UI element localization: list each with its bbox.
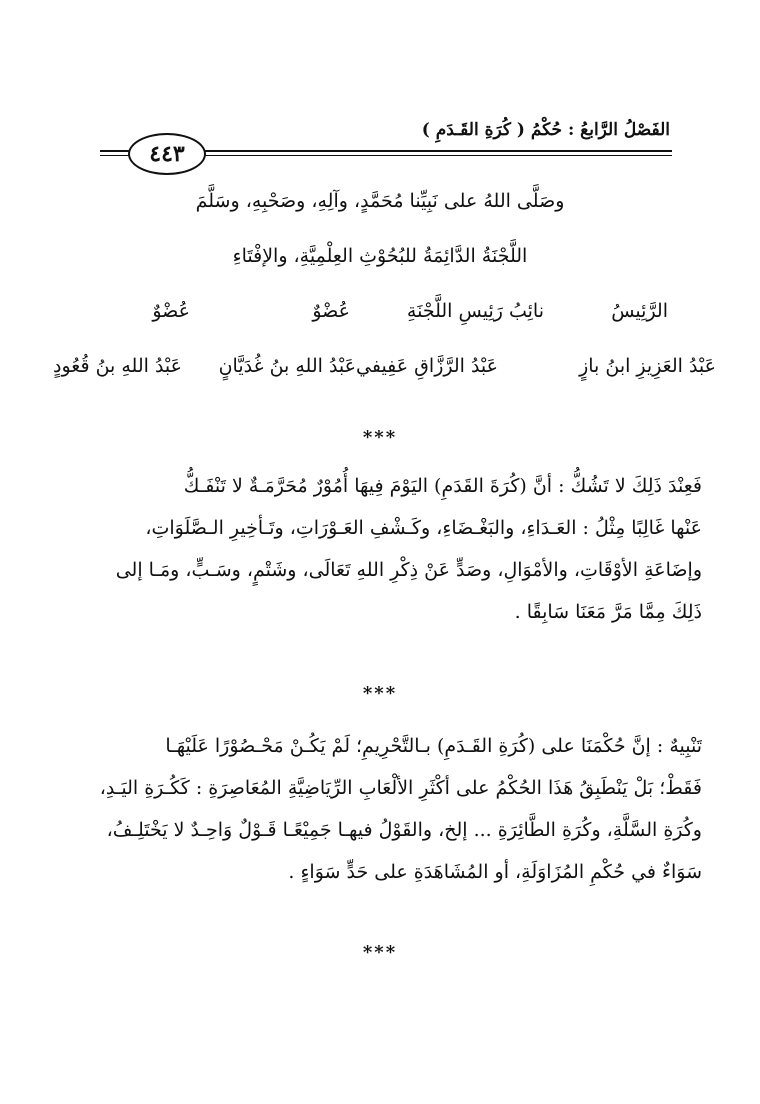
section-separator-3: *** bbox=[362, 942, 398, 963]
paragraph-line: وإضَاعَةِ الأوْقَاتِ، والأمْوَالِ، وصَدٍّ عَنْ ذِكْرِ اللهِ تَعَالَى، وشَتْمٍ، وسَـبٍّ، ومَـا إلى bbox=[115, 559, 702, 581]
section-separator-2: *** bbox=[362, 683, 398, 704]
chapter-header-title: الفَصْلُ الرَّابعُ : حُكْمُ ( كُرَةِ القَـدَمِ ) bbox=[421, 120, 670, 140]
role-vice-president: نائِبُ رَئِيسِ اللَّجْنَةِ bbox=[406, 300, 544, 322]
paragraph-prohibition bbox=[96, 465, 702, 633]
salutation-line: وصَلَّى اللهُ على نَبِيِّنا مُحَمَّدٍ، وآلِهِ، وصَحْبِهِ، وسَلَّمَ bbox=[195, 190, 565, 212]
committee-name: اللَّجْنَةُ الدَّائِمَةُ للبُحُوْثِ العِلْمِيَّةِ، والإفْتَاءِ bbox=[232, 245, 528, 267]
name-ibn-baz: عَبْدُ العَزِيزِ ابنُ بازٍ bbox=[579, 355, 716, 377]
role-member-1: عُضْوٌ bbox=[312, 300, 350, 322]
name-afifi: عَبْدُ الرَّزَّاقِ عَفِيفي bbox=[356, 355, 498, 377]
role-president: الرَّئِيسُ bbox=[611, 300, 668, 322]
paragraph-line: عَنْها غَالِبًا مِثْلُ : العَـدَاءِ، والبَغْـضَاءِ، وكَـشْفِ العَـوْرَاتِ، وتَـأخِيرِ الـصَّلَوَاتِ، bbox=[145, 517, 702, 539]
section-separator-1: *** bbox=[362, 427, 398, 448]
page-number-badge: ٤٤٣ bbox=[128, 133, 206, 175]
paragraph-line: ذَلِكَ مِمَّا مَرَّ مَعَنَا سَابِقًا . bbox=[514, 601, 702, 623]
name-quud: عَبْدُ اللهِ بنُ قُعُودٍ bbox=[53, 355, 182, 377]
name-ghudayyan: عَبْدُ اللهِ بنُ غُدَيَّانٍ bbox=[218, 355, 356, 377]
paragraph-line: تَنْبِيهٌ : إنَّ حُكْمَنَا على (كُرَةِ القَـدَمِ) بـالتَّحْرِيمِ؛ لَمْ يَكُـنْ مَحْـصُوْرًا عَلَيْهَـا bbox=[165, 735, 702, 757]
paragraph-line: سَوَاءٌ في حُكْمِ المُزَاوَلَةِ، أو المُشَاهَدَةِ على حَدٍّ سَوَاءٍ . bbox=[288, 861, 702, 883]
paragraph-line: فَقَطْ؛ بَلْ يَنْطَبِقُ هَذَا الحُكْمُ على أكْثَرِ الألْعَابِ الرِّيَاضِيَّةِ المُعَاصِرَةِ : كَكُـرَةِ اليَـدِ، bbox=[99, 777, 702, 799]
role-member-2: عُضْوٌ bbox=[152, 300, 190, 322]
paragraph-note bbox=[96, 725, 702, 893]
paragraph-line: فَعِنْدَ ذَلِكَ لا تَشُكُّ : أنَّ (كُرَةَ القَدَمِ) اليَوْمَ فِيهَا أُمُوْرٌ مُحَرَّمَـةٌ لا تَنْفَـكُّ bbox=[183, 475, 702, 497]
paragraph-line: وكُرَةِ السَّلَّةِ، وكُرَةِ الطَّائِرَةِ ... إلخ، والقَوْلُ فيهـا جَمِيْعًـا قَـوْلٌ وَاحِـدٌ لا يَخْتَلِـفُ، bbox=[106, 819, 702, 841]
